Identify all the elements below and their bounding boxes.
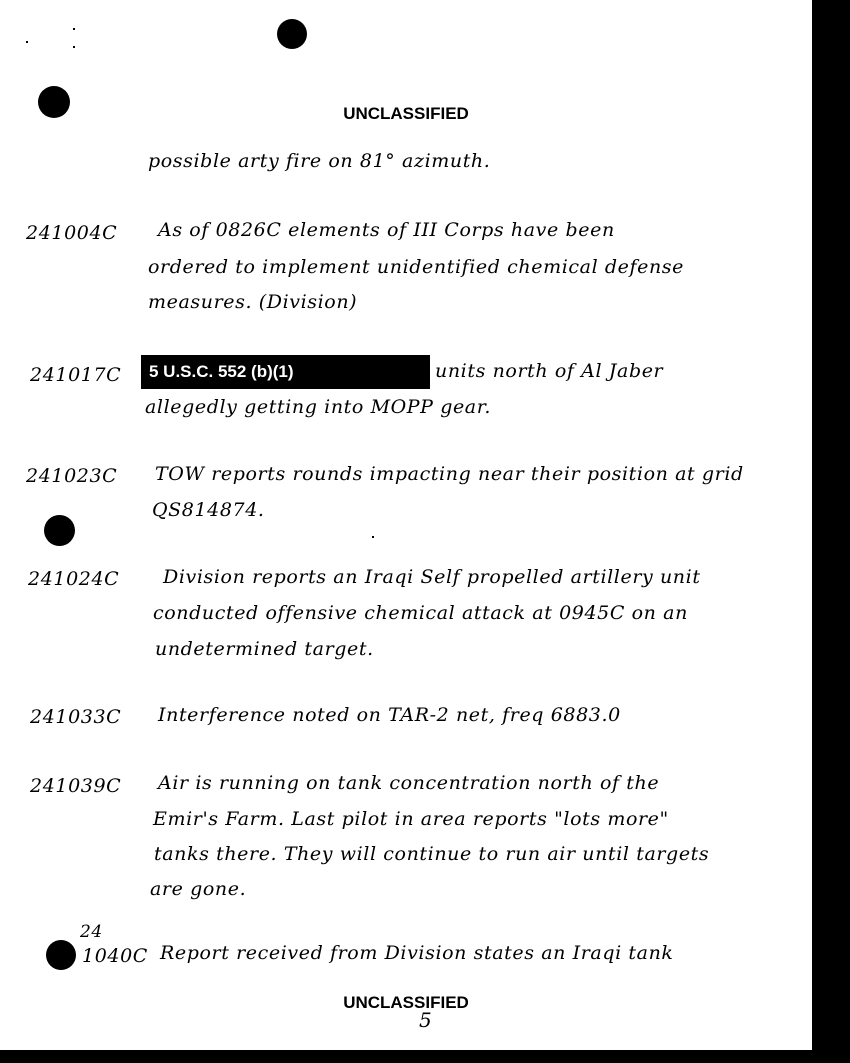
entry-line: Emir's Farm. Last pilot in area reports "lots more" (153, 808, 669, 830)
entry-time: 241023C (26, 465, 118, 487)
entry-time: 241033C (30, 706, 122, 728)
entry-line: measures. (Division) (148, 291, 358, 313)
scan-speck (372, 536, 374, 538)
continuation-line: possible arty fire on 81° azimuth. (148, 150, 491, 172)
entry-time: 241024C (28, 568, 120, 590)
scan-speck (73, 28, 75, 30)
scan-speck (26, 41, 28, 43)
entry-time: 241017C (30, 364, 122, 386)
entry-time-day: 24 (80, 922, 103, 942)
redaction-stamp: 5 U.S.C. 552 (b)(1) (141, 355, 430, 389)
punch-hole (277, 19, 307, 49)
scan-speck (73, 46, 75, 48)
page-number: 5 (419, 1008, 432, 1032)
entry-line: Division reports an Iraqi Self propelled artillery unit (163, 566, 701, 588)
entry-line: units north of Al Jaber (435, 360, 664, 382)
entry-line: TOW reports rounds impacting near their position at grid (155, 463, 744, 485)
entry-line: are gone. (150, 878, 247, 900)
classification-header: UNCLASSIFIED (343, 104, 469, 123)
entry-line: allegedly getting into MOPP gear. (145, 396, 491, 418)
entry-line: As of 0826C elements of III Corps have been (158, 219, 615, 241)
punch-hole (46, 940, 76, 970)
entry-time: 241039C (30, 775, 122, 797)
punch-hole (44, 515, 75, 546)
entry-line: ordered to implement unidentified chemical defense (148, 256, 684, 278)
entry-line: Report received from Division states an Iraqi tank (160, 942, 674, 964)
entry-line: Interference noted on TAR-2 net, freq 6883.0 (158, 704, 621, 726)
entry-time: 241004C (26, 222, 118, 244)
entry-line: undetermined target. (155, 638, 374, 660)
entry-line: conducted offensive chemical attack at 0945C on an (153, 602, 688, 624)
entry-time: 1040C (82, 945, 148, 967)
entry-line: Air is running on tank concentration north of the (158, 772, 660, 794)
entry-line: QS814874. (152, 499, 265, 521)
entry-line: tanks there. They will continue to run air until targets (154, 843, 710, 865)
classification-footer: UNCLASSIFIED (343, 993, 469, 1012)
